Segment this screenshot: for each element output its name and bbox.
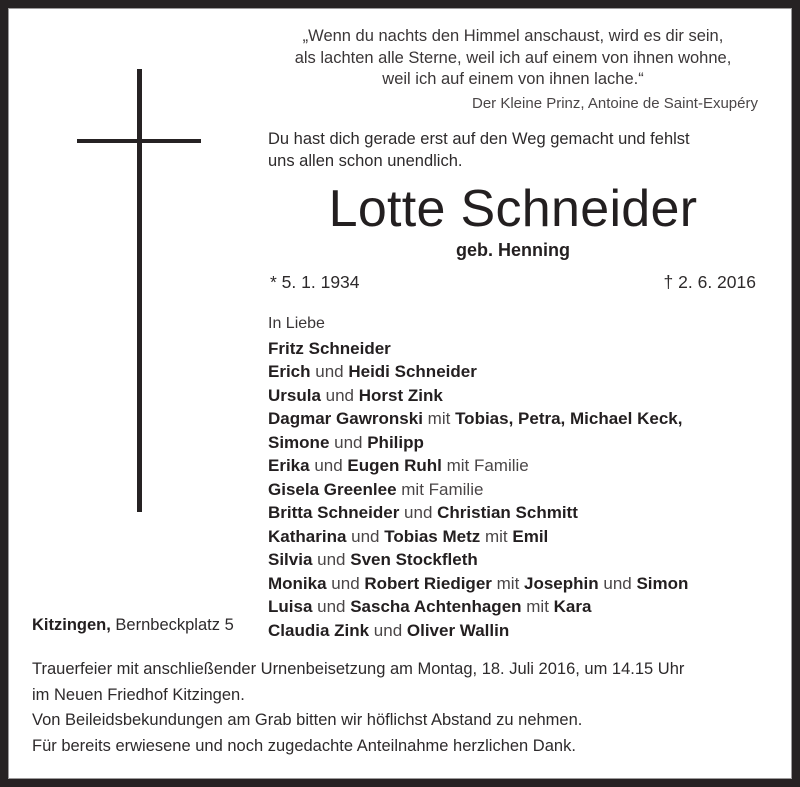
mourner-name: Horst Zink	[358, 385, 443, 405]
deceased-maiden-name: geb. Henning	[456, 239, 570, 260]
quote-attribution: Der Kleine Prinz, Antoine de Saint-Exupéry	[472, 94, 758, 112]
mourner-name: Robert Riediger	[364, 573, 492, 593]
mourner-connector: und	[369, 620, 407, 640]
mourner-name: Simone	[268, 432, 330, 452]
mourner-connector: und	[399, 503, 438, 522]
mourner-connector: und	[326, 573, 365, 593]
deceased-name: Lotte Schneider	[328, 179, 698, 238]
mourner-line	[268, 572, 758, 596]
mourner-connector: und	[346, 526, 385, 546]
mourner-name: Dagmar Gawronski	[268, 409, 423, 428]
death-date: † 2. 6. 2016	[663, 271, 756, 292]
mourner-connector: und	[329, 432, 368, 452]
mourner-line	[268, 360, 758, 384]
mourner-line	[268, 384, 758, 408]
service-line: Trauerfeier mit anschließender Urnenbeisetzung am Montag, 18. Juli 2016, um 14.15 Uhr	[32, 660, 685, 678]
mourner-name: Britta Schneider	[268, 503, 400, 522]
cross-icon-vertical-bar	[137, 69, 142, 512]
mourner-name: Fritz Schneider	[268, 338, 391, 358]
cross-icon-horizontal-bar	[77, 139, 201, 143]
mourner-line	[268, 431, 758, 455]
quote-line: „Wenn du nachts den Himmel anschaust, wird es dir sein,	[302, 27, 724, 45]
memorial-message	[268, 128, 758, 172]
mourners-list	[268, 337, 758, 643]
mourner-name: Oliver Wallin	[406, 620, 510, 640]
mourner-connector: und	[312, 597, 351, 616]
mourner-line	[268, 525, 758, 549]
mourner-connector: mit Familie	[396, 479, 484, 499]
address-street: Bernbeckplatz 5	[115, 616, 234, 634]
mourner-line	[268, 478, 758, 502]
mourner-name: Luisa	[268, 597, 313, 616]
mourner-name: Erika	[268, 456, 310, 475]
mourner-name: Christian Schmitt	[437, 503, 578, 522]
service-details	[32, 657, 772, 759]
mourner-name: Sven Stockfleth	[350, 550, 478, 569]
mourner-name: Monika	[268, 573, 327, 593]
life-dates	[268, 270, 758, 294]
notice-text-column	[268, 26, 758, 642]
mourner-name: Katharina	[268, 526, 347, 546]
mourner-name: Heidi Schneider	[348, 362, 477, 381]
mourner-connector: mit	[491, 573, 525, 593]
quote-line: als lachten alle Sterne, weil ich auf einem von ihnen wohne,	[294, 48, 732, 67]
mourner-name: Tobias Metz	[384, 526, 481, 546]
mourner-name: Erich	[268, 362, 311, 381]
memorial-message-line: Du hast dich gerade erst auf den Weg gemacht und fehlst	[268, 129, 690, 148]
mourner-connector: mit	[521, 597, 554, 616]
service-line: Für bereits erwiesene und noch zugedachte Anteilnahme herzlichen Dank.	[32, 736, 576, 755]
birth-date: * 5. 1. 1934	[270, 271, 360, 292]
mourner-name: Claudia Zink	[268, 620, 370, 640]
quote-line: weil ich auf einem von ihnen lache.“	[382, 70, 644, 88]
mourner-name: Silvia	[268, 550, 313, 569]
mourner-name: Emil	[512, 526, 549, 546]
memorial-message-line: uns allen schon unendlich.	[268, 151, 463, 170]
mourner-name: Josephin	[524, 573, 599, 593]
mourner-connector: und	[310, 362, 349, 381]
mourner-name: Sascha Achtenhagen	[350, 597, 522, 616]
memorial-quote	[268, 26, 758, 91]
mourner-connector: und	[598, 573, 637, 593]
address-city: Kitzingen,	[32, 616, 111, 634]
address	[32, 613, 772, 637]
mourner-line	[268, 548, 758, 572]
mourner-name: Tobias, Petra, Michael Keck,	[455, 409, 683, 428]
mourners-intro: In Liebe	[268, 314, 325, 332]
mourner-line	[268, 501, 758, 525]
mourner-line	[268, 407, 758, 431]
mourner-name: Ursula	[268, 385, 321, 405]
service-line: im Neuen Friedhof Kitzingen.	[32, 685, 245, 704]
service-line: Von Beileidsbekundungen am Grab bitten wir höflichst Abstand zu nehmen.	[32, 711, 583, 729]
mourner-connector: und	[320, 385, 359, 405]
mourner-connector: mit	[422, 409, 456, 428]
mourner-connector: und	[312, 550, 351, 569]
mourner-name: Philipp	[367, 432, 424, 452]
mourner-line	[268, 454, 758, 478]
mourner-connector: und	[309, 456, 348, 475]
mourner-name: Kara	[553, 597, 592, 616]
mourner-connector: mit	[480, 526, 513, 546]
mourner-line	[268, 337, 758, 361]
mourner-name: Simon	[636, 573, 689, 593]
mourner-connector: mit Familie	[441, 456, 529, 475]
notice-footer	[32, 613, 772, 759]
mourner-name: Eugen Ruhl	[347, 456, 442, 475]
mourner-name: Gisela Greenlee	[268, 479, 397, 499]
